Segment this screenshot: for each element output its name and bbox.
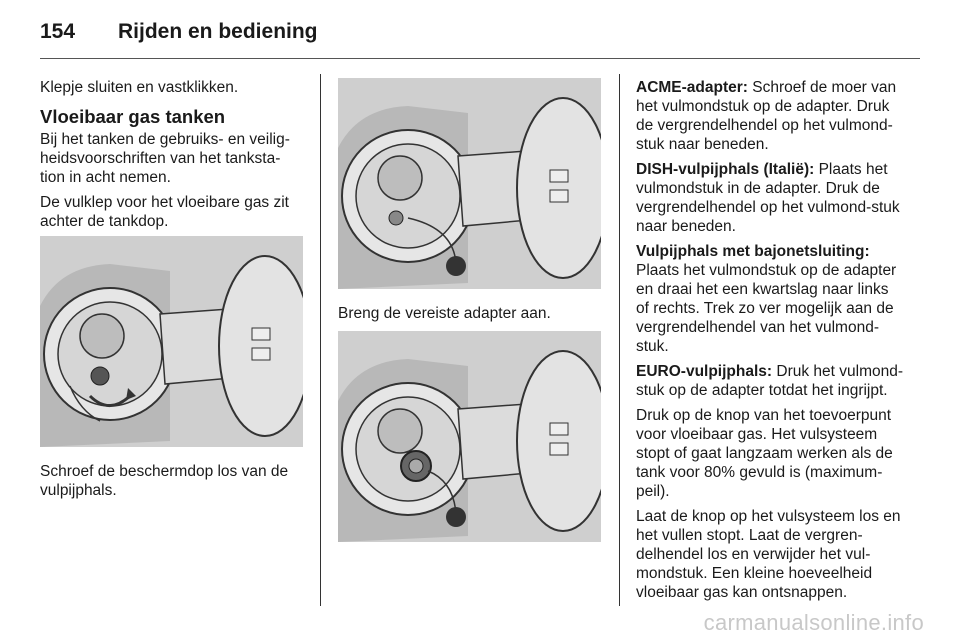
- paragraph-euro: [636, 362, 904, 400]
- paragraph-dish: [636, 160, 904, 236]
- column-3: [636, 78, 904, 608]
- dish-label: DISH-vulpijphals (Italië):: [636, 161, 815, 178]
- euro-label: EURO-vulpijphals:: [636, 363, 773, 380]
- page-header: [40, 14, 920, 59]
- paragraph-valve-location: De vulklep voor het vloeibare gas zit achter de tankdop.: [40, 194, 289, 230]
- column-divider: [320, 74, 321, 606]
- euro-text: Druk het vulmond-stuk op de adapter totdat het ingrijpt.: [636, 363, 904, 399]
- bayonet-label: Vulpijphals met bajonetsluiting:: [636, 243, 870, 260]
- figure-fuel-cap-2: [338, 78, 601, 289]
- acme-label: ACME-adapter:: [636, 79, 748, 96]
- watermark: carmanualsonline.info: [703, 610, 924, 635]
- figure-fuel-cap-1: [40, 236, 303, 447]
- paragraph-acme: [636, 78, 904, 154]
- section-heading: Vloeibaar gas tanken: [40, 106, 226, 127]
- paragraph-press-button: Druk op de knop van het toevoerpunt voor vloeibaar gas. Het vulsysteem stopt of gaat langzaam werken als de tank voor 80% gevuld is (maximum-peil).: [636, 407, 893, 500]
- bayonet-text: Plaats het vulmondstuk op de adapter en draai het een kwartslag naar links of rechts. Trek zo ver mogelijk aan de vergrendelhendel van het vulmond-stuk.: [636, 262, 897, 355]
- column-1-bottom: [40, 462, 305, 506]
- figure-fuel-cap-3: [338, 331, 601, 542]
- column-2: [338, 304, 603, 329]
- paragraph-bayonet: [636, 242, 904, 356]
- paragraph-safety: Bij het tanken de gebruiks- en veilig-heidsvoorschriften van het tanksta-tion in acht nemen.: [40, 131, 290, 186]
- paragraph-attach-adapter: Breng de vereiste adapter aan.: [338, 305, 551, 322]
- column-divider: [619, 74, 620, 606]
- dish-text: Plaats het vulmondstuk in de adapter. Druk de vergrendelhendel op het vulmond-stuk naar beneden.: [636, 161, 900, 235]
- paragraph-close-flap: Klepje sluiten en vastklikken.: [40, 79, 239, 96]
- column-1: [40, 78, 305, 237]
- paragraph-release-button: Laat de knop op het vulsysteem los en het vullen stopt. Laat de vergren-delhendel los en verwijder het vul-mondstuk. Een kleine hoeveelheid vloeibaar gas kan ontsnappen.: [636, 508, 901, 601]
- acme-text: Schroef de moer van het vulmondstuk op de adapter. Druk de vergrendelhendel op het vulmond-stuk naar beneden.: [636, 79, 897, 153]
- paragraph-unscrew-cap: Schroef de beschermdop los van de vulpijphals.: [40, 463, 289, 499]
- chapter-title: Rijden en bediening: [118, 20, 318, 43]
- page-number: 154: [40, 20, 76, 43]
